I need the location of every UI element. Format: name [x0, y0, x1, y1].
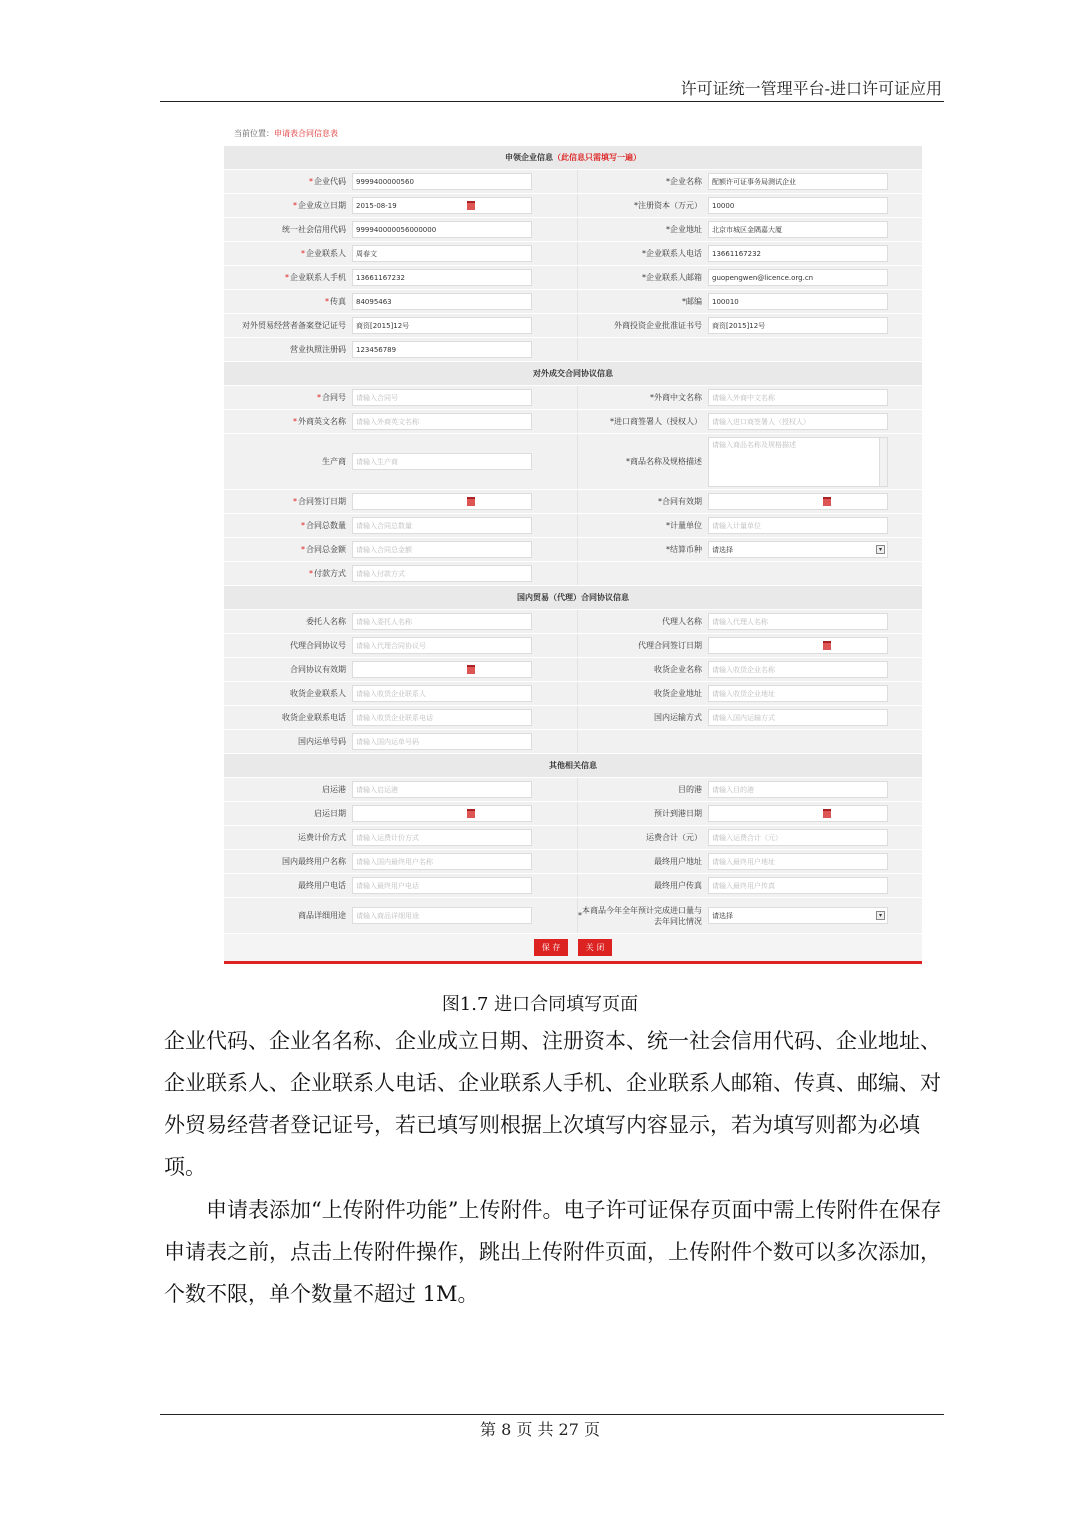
required-mark: * — [666, 545, 670, 554]
form-row — [224, 802, 922, 826]
form-row — [224, 410, 922, 434]
required-mark: * — [301, 521, 305, 530]
required-mark: * — [666, 177, 670, 186]
text-input[interactable]: 请输入收货企业名称 — [708, 661, 888, 678]
field-label — [578, 682, 706, 705]
field-value — [706, 682, 922, 705]
field-label — [224, 850, 350, 873]
field-label-text: 企业名称 — [670, 177, 702, 186]
form-row — [224, 434, 922, 490]
field-label-text: 企业代码 — [314, 177, 346, 186]
field-label-text: 商品详细用途 — [298, 911, 346, 920]
text-input[interactable]: 商资[2015]12号 — [708, 317, 888, 334]
text-input[interactable] — [352, 661, 532, 678]
field-value — [350, 314, 578, 337]
field-label-text: 邮编 — [686, 297, 702, 306]
field-label — [578, 802, 706, 825]
text-input[interactable]: 999940000056000000 — [352, 221, 532, 238]
field-label-text: 进口商签署人（授权人） — [614, 417, 702, 426]
field-value — [350, 658, 578, 681]
section-note: （此信息只需填写一遍） — [553, 153, 641, 162]
field-label-text: 合同协议有效期 — [290, 665, 346, 674]
field-label-text: 企业成立日期 — [298, 201, 346, 210]
field-value — [350, 434, 578, 489]
form-row — [224, 658, 922, 682]
field-label — [224, 170, 350, 193]
field-label — [224, 826, 350, 849]
text-input[interactable]: 100010 — [708, 293, 888, 310]
text-input[interactable]: 请输入商品名称及规格描述 — [708, 437, 888, 487]
save-button[interactable]: 保 存 — [534, 939, 568, 956]
field-value — [706, 514, 922, 537]
text-input[interactable]: 请输入收货企业地址 — [708, 685, 888, 702]
field-label-text: 启运港 — [322, 785, 346, 794]
empty-cell — [578, 338, 706, 361]
field-label-text: 付款方式 — [314, 569, 346, 578]
form-row — [224, 826, 922, 850]
field-value — [350, 610, 578, 633]
field-label-text: 预计到港日期 — [654, 809, 702, 818]
field-label-text: 外商投资企业批准证书号 — [614, 321, 702, 330]
form-row — [224, 610, 922, 634]
required-mark: * — [650, 393, 654, 402]
text-input[interactable]: 84095463 — [352, 293, 532, 310]
field-value — [706, 874, 922, 897]
field-label-text: 最终用户电话 — [298, 881, 346, 890]
field-label — [224, 802, 350, 825]
dropdown-arrow-icon[interactable]: ▾ — [876, 545, 885, 554]
field-label — [224, 386, 350, 409]
field-value — [350, 706, 578, 729]
required-mark: * — [634, 201, 638, 210]
text-input[interactable]: 请输入委托人名称 — [352, 613, 532, 630]
field-label-text: 代理合同协议号 — [290, 641, 346, 650]
required-mark: * — [309, 569, 313, 578]
form-row — [224, 314, 922, 338]
form-row — [224, 850, 922, 874]
text-input[interactable]: 10000 — [708, 197, 888, 214]
required-mark: * — [325, 297, 329, 306]
text-input[interactable]: 123456789 — [352, 341, 532, 358]
field-label — [578, 778, 706, 801]
section-title: 申领企业信息 — [505, 153, 553, 162]
field-value — [350, 194, 578, 217]
field-label-text: 收货企业联系电话 — [282, 713, 346, 722]
scrollbar[interactable] — [879, 438, 887, 486]
field-label-text: 企业联系人 — [306, 249, 346, 258]
text-input[interactable]: 请输入目的港 — [708, 781, 888, 798]
text-input[interactable]: 请输入代理合同协议号 — [352, 637, 532, 654]
required-mark: * — [666, 521, 670, 530]
field-value — [706, 194, 922, 217]
required-mark: * — [578, 911, 582, 920]
field-label — [578, 242, 706, 265]
field-label — [578, 290, 706, 313]
field-label — [578, 826, 706, 849]
calendar-icon[interactable] — [823, 641, 831, 650]
field-label-text: 注册资本（万元） — [638, 201, 702, 210]
text-input[interactable] — [352, 493, 532, 510]
field-value — [350, 338, 578, 361]
form-row — [224, 778, 922, 802]
calendar-icon[interactable] — [467, 809, 475, 818]
field-value — [350, 266, 578, 289]
page-number: 第 8 页 共 27 页 — [480, 1420, 600, 1439]
calendar-icon[interactable] — [467, 201, 475, 210]
field-label-text: 代理人名称 — [662, 617, 702, 626]
required-mark: * — [682, 297, 686, 306]
text-input[interactable] — [708, 637, 888, 654]
breadcrumb — [234, 128, 338, 139]
text-input[interactable]: 请输入外商中文名称 — [708, 389, 888, 406]
field-value — [706, 850, 922, 873]
field-label-text: 合同有效期 — [662, 497, 702, 506]
form-row — [224, 338, 922, 362]
text-input[interactable]: 请输入外商英文名称 — [352, 413, 532, 430]
required-mark: * — [293, 497, 297, 506]
field-value — [350, 386, 578, 409]
section-title: 对外成交合同协议信息 — [533, 369, 613, 378]
field-label — [578, 610, 706, 633]
text-input[interactable]: 请输入最终用户地址 — [708, 853, 888, 870]
required-mark: * — [301, 249, 305, 258]
paragraph-2: 申请表添加“上传附件功能”上传附件。电子许可证保存页面中需上传附件在保存申请表之前，点击上传附件操作，跳出上传附件页面，上传附件个数可以多次添加，个数不限，单个数量不超过 1M。 — [164, 1198, 942, 1306]
calendar-icon[interactable] — [467, 665, 475, 674]
field-label-text: 合同总数量 — [306, 521, 346, 530]
form-row — [224, 898, 922, 934]
field-value — [706, 826, 922, 849]
text-input[interactable] — [352, 805, 532, 822]
form-row — [224, 538, 922, 562]
field-label — [578, 514, 706, 537]
field-value — [706, 218, 922, 241]
section-title: 其他相关信息 — [549, 761, 597, 770]
field-label-text: 本商品今年全年预计完成进口量与去年同比情况 — [582, 905, 702, 926]
empty-cell — [578, 562, 706, 585]
field-label-text: 最终用户地址 — [654, 857, 702, 866]
text-input[interactable]: 请输入最终用户电话 — [352, 877, 532, 894]
field-label — [578, 386, 706, 409]
form-row — [224, 634, 922, 658]
field-label-text: 收货企业地址 — [654, 689, 702, 698]
text-input[interactable]: 商资[2015]12号 — [352, 317, 532, 334]
form-row — [224, 730, 922, 754]
calendar-icon[interactable] — [467, 497, 475, 506]
field-value — [706, 170, 922, 193]
field-label-text: 传真 — [330, 297, 346, 306]
field-label-text: 启运日期 — [314, 809, 346, 818]
field-label — [224, 538, 350, 561]
field-label-text: 合同号 — [322, 393, 346, 402]
text-input[interactable]: 请输入合同号 — [352, 389, 532, 406]
form-row — [224, 290, 922, 314]
field-value — [350, 514, 578, 537]
field-value — [706, 610, 922, 633]
field-value — [350, 490, 578, 513]
form-row — [224, 682, 922, 706]
field-value — [706, 242, 922, 265]
form-row — [224, 490, 922, 514]
required-mark: * — [642, 249, 646, 258]
field-value — [706, 634, 922, 657]
field-label — [224, 634, 350, 657]
field-label-text: 外商中文名称 — [654, 393, 702, 402]
field-label-text: 委托人名称 — [306, 617, 346, 626]
field-value — [706, 490, 922, 513]
field-label-text: 收货企业联系人 — [290, 689, 346, 698]
form-screenshot — [224, 122, 922, 972]
field-label — [224, 266, 350, 289]
field-label — [578, 850, 706, 873]
required-mark: * — [666, 225, 670, 234]
field-label — [224, 610, 350, 633]
paragraph-1: 企业代码、企业名名称、企业成立日期、注册资本、统一社会信用代码、企业地址、企业联系人、企业联系人电话、企业联系人手机、企业联系人邮箱、传真、邮编、对外贸易经营者登记证号，若已填写则根据上次填写内容显示，若为填写则都为必填项。 — [164, 1029, 941, 1179]
field-label-text: 国内运单号码 — [298, 737, 346, 746]
text-input[interactable]: 请输入生产商 — [352, 453, 532, 470]
text-input[interactable]: 北京市城区金隅嘉大厦 — [708, 221, 888, 238]
field-value — [706, 778, 922, 801]
text-input[interactable] — [708, 805, 888, 822]
field-value — [350, 682, 578, 705]
field-label-text: 最终用户传真 — [654, 881, 702, 890]
text-input[interactable]: 请输入运费合计（元） — [708, 829, 888, 846]
field-label — [224, 290, 350, 313]
form-row — [224, 170, 922, 194]
section-title: 国内贸易（代理）合同协议信息 — [517, 593, 629, 602]
required-mark: * — [642, 273, 646, 282]
field-label-text: 代理合同签订日期 — [638, 641, 702, 650]
field-value — [706, 410, 922, 433]
field-value — [706, 658, 922, 681]
field-label — [224, 410, 350, 433]
contract-form — [224, 146, 922, 964]
text-input[interactable]: 配额许可证事务局测试企业 — [708, 173, 888, 190]
button-row — [224, 934, 922, 964]
required-mark: * — [309, 177, 313, 186]
field-label-text: 企业联系人邮箱 — [646, 273, 702, 282]
field-value — [706, 266, 922, 289]
required-mark: * — [317, 393, 321, 402]
field-label-text: 企业地址 — [670, 225, 702, 234]
form-row — [224, 194, 922, 218]
field-label-text: 营业执照注册码 — [290, 345, 346, 354]
empty-cell — [578, 730, 706, 753]
field-label — [224, 730, 350, 753]
form-row — [224, 874, 922, 898]
document-header-title: 许可证统一管理平台-进口许可证应用 — [680, 79, 942, 98]
field-value — [350, 802, 578, 825]
field-label-text: 企业联系人手机 — [290, 273, 346, 282]
dropdown-arrow-icon[interactable]: ▾ — [876, 911, 885, 920]
field-label — [578, 170, 706, 193]
field-label-text: 统一社会信用代码 — [282, 225, 346, 234]
required-mark: * — [285, 273, 289, 282]
field-label — [578, 706, 706, 729]
figure-caption: 图1.7 进口合同填写页面 — [441, 994, 639, 1015]
field-label-text: 商品名称及规格描述 — [630, 457, 702, 466]
text-input[interactable]: 请选择 ▾ — [708, 907, 888, 924]
field-label — [224, 778, 350, 801]
field-value — [706, 290, 922, 313]
text-input[interactable]: 请输入商品详细用途 — [352, 907, 532, 924]
field-value — [350, 874, 578, 897]
field-value — [350, 730, 578, 753]
text-input[interactable]: 请输入国内运单号码 — [352, 733, 532, 750]
document-footer-rule — [160, 1414, 944, 1415]
field-label — [578, 898, 706, 933]
field-value — [706, 898, 922, 933]
text-input[interactable]: 请输入国内最终用户名称 — [352, 853, 532, 870]
breadcrumb-current: 申请表合同信息表 — [274, 129, 338, 138]
form-row — [224, 266, 922, 290]
field-value — [706, 314, 922, 337]
field-label — [224, 434, 350, 489]
field-value — [350, 634, 578, 657]
field-label-text: 收货企业名称 — [654, 665, 702, 674]
text-input[interactable]: 9999400000560 — [352, 173, 532, 190]
field-label-text: 计量单位 — [670, 521, 702, 530]
text-input[interactable]: 13661167232 — [708, 245, 888, 262]
text-input[interactable] — [708, 493, 888, 510]
field-value — [706, 434, 922, 489]
text-input[interactable]: 请输入收货企业联系电话 — [352, 709, 532, 726]
text-input[interactable]: 请选择 ▾ — [708, 541, 888, 558]
required-mark: * — [658, 497, 662, 506]
field-label — [224, 898, 350, 933]
section-header — [224, 586, 922, 610]
field-value — [350, 218, 578, 241]
field-label — [224, 218, 350, 241]
field-label — [578, 434, 706, 489]
field-label-text: 合同总金额 — [306, 545, 346, 554]
form-row — [224, 242, 922, 266]
field-label-text: 外商英文名称 — [298, 417, 346, 426]
field-label — [224, 490, 350, 513]
section-header — [224, 754, 922, 778]
field-label — [224, 194, 350, 217]
field-value — [350, 290, 578, 313]
text-input[interactable]: 13661167232 — [352, 269, 532, 286]
field-label-text: 国内最终用户名称 — [282, 857, 346, 866]
field-label — [578, 634, 706, 657]
field-label-text: 生产商 — [322, 457, 346, 466]
field-value — [706, 706, 922, 729]
field-value — [350, 242, 578, 265]
field-label-text: 运费合计（元） — [646, 833, 702, 842]
field-label — [578, 658, 706, 681]
field-label — [224, 314, 350, 337]
field-label — [224, 682, 350, 705]
text-input[interactable]: 请输入最终用户传真 — [708, 877, 888, 894]
field-label-text: 目的港 — [678, 785, 702, 794]
field-value — [350, 170, 578, 193]
field-label-text: 国内运输方式 — [654, 713, 702, 722]
calendar-icon[interactable] — [823, 809, 831, 818]
form-row — [224, 562, 922, 586]
document-header — [160, 76, 944, 102]
text-input[interactable]: 请输入启运港 — [352, 781, 532, 798]
field-value — [350, 778, 578, 801]
field-value — [350, 410, 578, 433]
form-row — [224, 218, 922, 242]
section-header — [224, 362, 922, 386]
text-input[interactable]: 请输入代理人名称 — [708, 613, 888, 630]
field-label — [224, 706, 350, 729]
field-label — [578, 874, 706, 897]
field-label-text: 企业联系人电话 — [646, 249, 702, 258]
field-label — [224, 242, 350, 265]
field-label — [224, 338, 350, 361]
text-input[interactable]: 请输入付款方式 — [352, 565, 532, 582]
field-label — [578, 194, 706, 217]
field-label — [224, 514, 350, 537]
required-mark: * — [626, 457, 630, 466]
form-row — [224, 386, 922, 410]
calendar-icon[interactable] — [823, 497, 831, 506]
section-header — [224, 146, 922, 170]
field-label — [578, 314, 706, 337]
text-input[interactable]: 请输入国内运输方式 — [708, 709, 888, 726]
form-row — [224, 514, 922, 538]
text-input[interactable]: guopengwen@licence.org.cn — [708, 269, 888, 286]
text-input[interactable]: 周春文 — [352, 245, 532, 262]
field-label — [578, 538, 706, 561]
text-input[interactable]: 请输入收货企业联系人 — [352, 685, 532, 702]
field-label — [578, 490, 706, 513]
field-label — [578, 266, 706, 289]
form-row — [224, 706, 922, 730]
field-label-text: 运费计价方式 — [298, 833, 346, 842]
required-mark: * — [610, 417, 614, 426]
required-mark: * — [301, 545, 305, 554]
text-input[interactable]: 请输入合同总数量 — [352, 517, 532, 534]
field-label-text: 结算币种 — [670, 545, 702, 554]
field-label — [578, 218, 706, 241]
field-value — [350, 538, 578, 561]
required-mark: * — [293, 417, 297, 426]
field-value — [350, 850, 578, 873]
field-label — [224, 562, 350, 585]
field-label — [578, 410, 706, 433]
field-label — [224, 658, 350, 681]
field-label — [224, 874, 350, 897]
close-button[interactable]: 关 闭 — [578, 939, 612, 956]
required-mark: * — [293, 201, 297, 210]
field-label-text: 对外贸易经营者备案登记证号 — [242, 321, 346, 330]
text-input[interactable]: 请输入计量单位 — [708, 517, 888, 534]
text-input[interactable]: 请输入合同总金额 — [352, 541, 532, 558]
field-value — [706, 538, 922, 561]
text-input[interactable]: 请输入进口商签署人（授权人） — [708, 413, 888, 430]
field-value — [350, 898, 578, 933]
field-value — [706, 386, 922, 409]
field-value — [350, 826, 578, 849]
text-input[interactable]: 请输入运费计价方式 — [352, 829, 532, 846]
field-value — [350, 562, 578, 585]
field-value — [706, 802, 922, 825]
breadcrumb-label: 当前位置： — [234, 129, 274, 138]
text-input[interactable]: 2015-08-19 — [352, 197, 532, 214]
field-label-text: 合同签订日期 — [298, 497, 346, 506]
